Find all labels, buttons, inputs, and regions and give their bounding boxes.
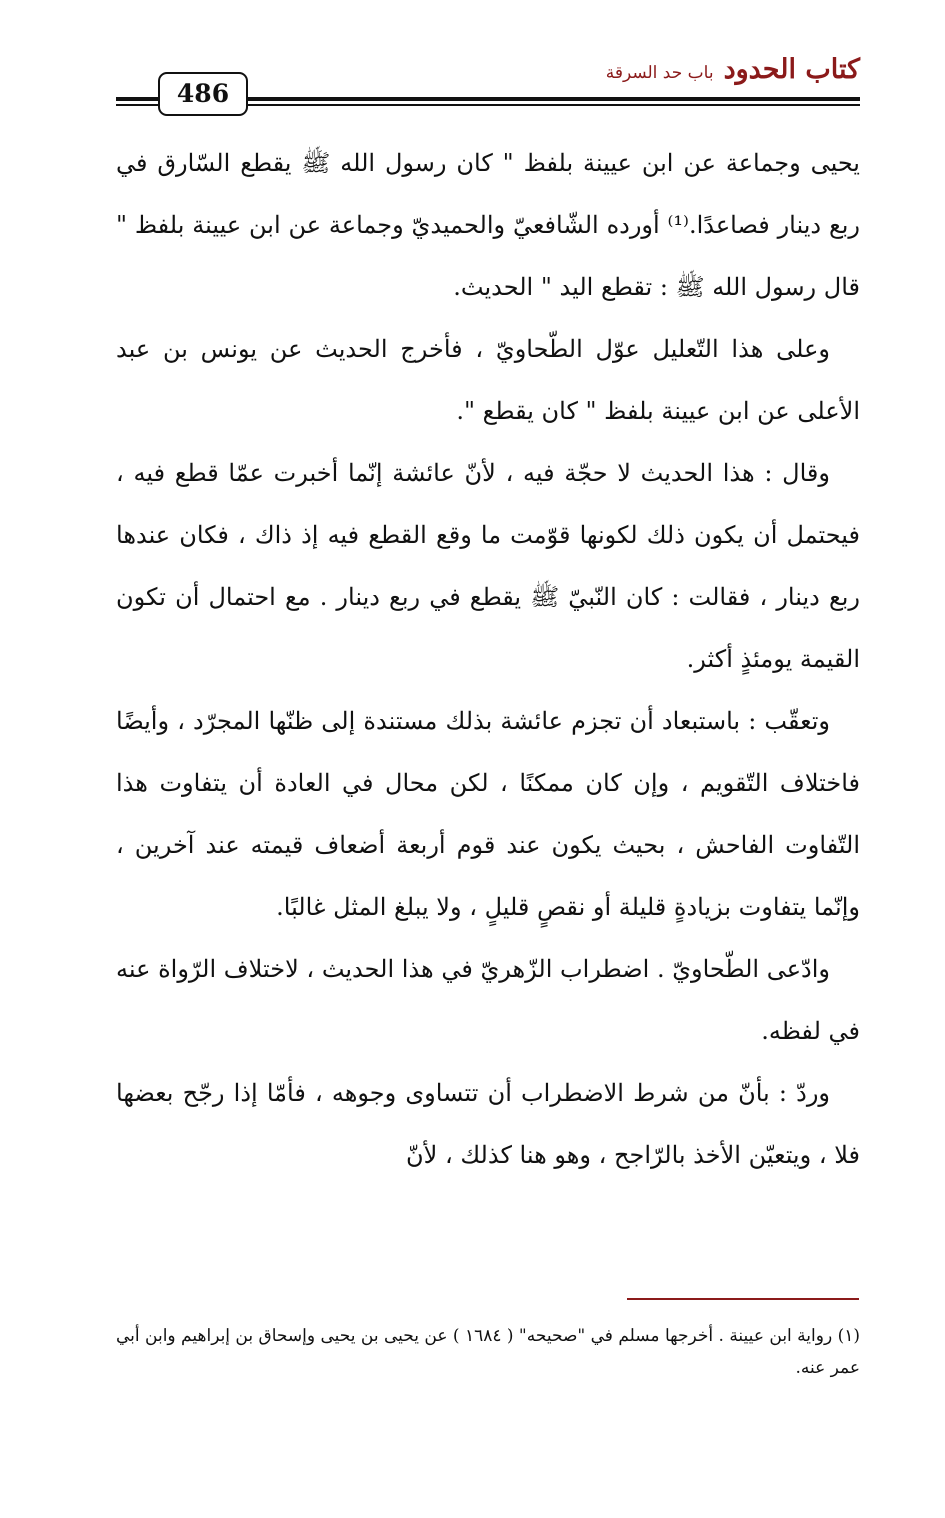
footnote: (١) رواية ابن عيينة . أخرجها مسلم في "صحيحه" ( ١٦٨٤ ) عن يحيى بن يحيى وإسحاق بن إبراهيم وابن أبي عمر عنه. xyxy=(116,1326,860,1378)
header-titles xyxy=(606,54,860,85)
paragraph: وردّ : بأنّ من شرط الاضطراب أن تتساوى وجوهه ، فأمّا إذا رجّح بعضها فلا ، ويتعيّن الأخذ بالرّاجح ، وهو هنا كذلك ، لأنّ xyxy=(116,1079,860,1169)
paragraph: وتعقّب : باستبعاد أن تجزم عائشة بذلك مستندة إلى ظنّها المجرّد ، وأيضًا فاختلاف التّقويم ، وإن كان ممكنًا ، لكن محال في العادة أن يتفاوت هذا التّفاوت الفاحش ، بحيث يكون عند قوم أربعة أضعاف قيمته عند آخرين ، وإنّما يتفاوت بزيادةٍ قليلة أو نقصٍ قليلٍ ، ولا يبلغ المثل غالبًا. xyxy=(116,707,860,921)
book-title: كتاب الحدود xyxy=(723,54,860,85)
paragraph: وادّعى الطّحاويّ . اضطراب الزّهريّ في هذا الحديث ، لاختلاف الرّواة عنه في لفظه. xyxy=(116,955,860,1045)
paragraph: يحيى وجماعة عن ابن عيينة بلفظ " كان رسول الله ﷺ يقطع السّارق في ربع دينار فصاعدًا.⁽¹⁾ أورده الشّافعيّ والحميديّ وجماعة عن ابن عيينة بلفظ " قال رسول الله ﷺ : تقطع اليد " الحديث. xyxy=(116,149,860,301)
chapter-title: باب حد السرقة xyxy=(605,63,714,83)
paragraph: وقال : هذا الحديث لا حجّة فيه ، لأنّ عائشة إنّما أخبرت عمّا قطع فيه ، فيحتمل أن يكون ذلك لكونها قوّمت ما وقع القطع فيه إذ ذاك ، فكان عندها ربع دينار ، فقالت : كان النّبيّ ﷺ يقطع في ربع دينار . مع احتمال أن تكون القيمة يومئذٍ أكثر. xyxy=(116,459,860,673)
footnotes xyxy=(116,1320,860,1384)
footnote-separator xyxy=(627,1298,859,1300)
page-header xyxy=(116,48,860,112)
paragraph: وعلى هذا التّعليل عوّل الطّحاويّ ، فأخرج الحديث عن يونس بن عبد الأعلى عن ابن عيينة بلفظ " كان يقطع ". xyxy=(116,335,860,425)
main-text xyxy=(116,132,860,1186)
page-number: 486 xyxy=(158,72,248,116)
